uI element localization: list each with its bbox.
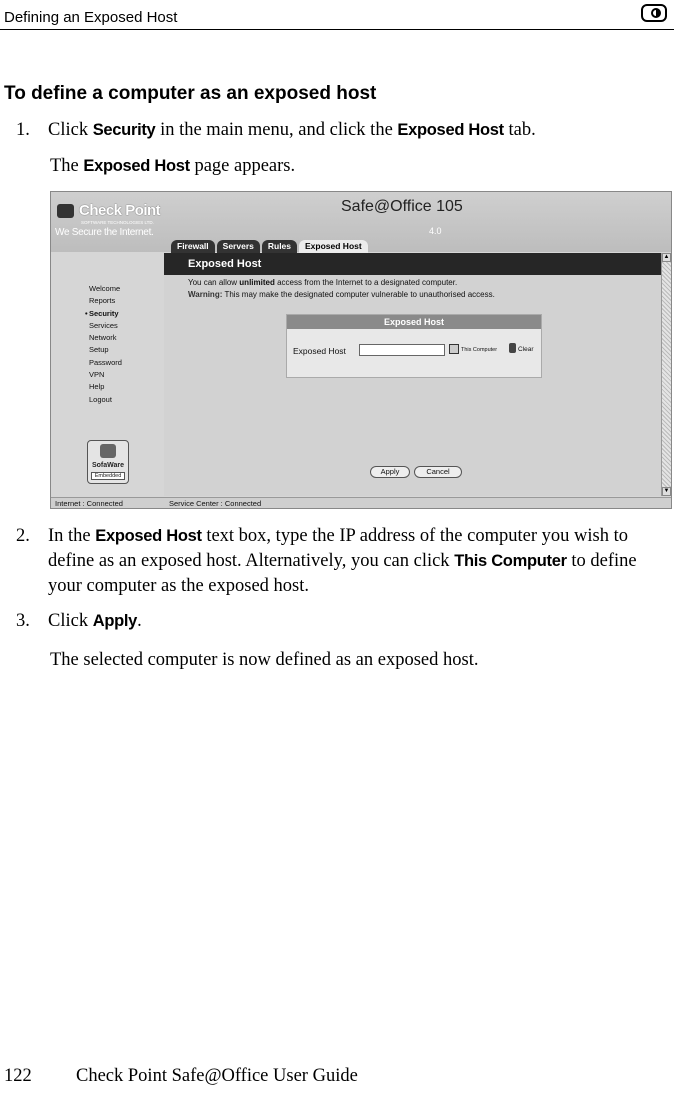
warning-text: Warning: This may make the designated computer vulnerable to unauthorised access. <box>188 290 495 299</box>
sofaware-badge <box>87 440 129 484</box>
brand-tagline: We Secure the Internet. <box>55 227 154 238</box>
step-number: 1. <box>16 120 30 140</box>
menu-item-services[interactable]: Services <box>89 320 118 330</box>
book-title: Check Point Safe@Office User Guide <box>76 1066 358 1086</box>
step-number: 2. <box>16 526 30 546</box>
status-service-center: Service Center : Connected <box>169 499 262 508</box>
trash-icon[interactable] <box>509 343 516 353</box>
note-page-appears: The Exposed Host page appears. <box>50 156 296 176</box>
ui-term: Security <box>92 121 156 139</box>
ui-term: Exposed Host <box>397 121 504 139</box>
logo-icon <box>57 204 74 218</box>
this-computer-link[interactable]: This Computer <box>461 347 498 353</box>
robot-icon <box>100 444 116 458</box>
content-area <box>164 253 661 496</box>
step-number: 3. <box>16 611 30 631</box>
ui-term: This Computer <box>454 552 567 570</box>
checkpoint-logo <box>51 192 166 252</box>
computer-icon[interactable] <box>449 344 459 354</box>
header-divider <box>0 29 674 30</box>
scrollbar[interactable] <box>661 253 671 496</box>
tab-firewall[interactable]: Firewall <box>171 240 215 253</box>
page-heading: Exposed Host <box>164 253 661 275</box>
section-heading: To define a computer as an exposed host <box>4 83 377 104</box>
menu-item-password[interactable]: Password <box>89 357 122 367</box>
description: You can allow unlimited access from the Internet to a designated computer. <box>188 278 458 287</box>
badge-sub: Embedded <box>91 472 125 480</box>
step-text: Click Security in the main menu, and click the Exposed Host tab. <box>48 120 536 140</box>
exposed-host-input[interactable] <box>359 344 445 356</box>
tab-rules[interactable]: Rules <box>262 240 297 253</box>
menu-item-setup[interactable]: Setup <box>89 345 109 355</box>
menu-item-welcome[interactable]: Welcome <box>89 284 121 293</box>
menu-item-security[interactable]: • Security <box>89 308 122 320</box>
brand-name: Check Point <box>79 202 161 219</box>
page-number: 122 <box>4 1066 32 1086</box>
menu-item-reports[interactable]: Reports <box>89 296 116 306</box>
status-bar <box>51 497 671 508</box>
status-internet: Internet : Connected <box>55 499 123 508</box>
apply-button[interactable]: Apply <box>370 466 410 478</box>
scroll-up-icon[interactable]: ▲ <box>663 254 670 260</box>
badge-name: SofaWare <box>91 462 125 469</box>
running-header-title: Defining an Exposed Host <box>4 9 178 26</box>
tab-bar <box>171 240 368 253</box>
menu-item-vpn[interactable]: VPN <box>89 370 105 380</box>
exposed-host-screenshot <box>50 191 672 509</box>
step-text: Click Apply. <box>48 611 142 631</box>
app-version: 4.0 <box>429 226 442 236</box>
clear-link[interactable]: Clear <box>518 346 534 353</box>
result-note: The selected computer is now defined as an exposed host. <box>50 650 479 670</box>
brand-sub: SOFTWARE TECHNOLOGIES LTD. <box>81 220 154 225</box>
lock-icon <box>641 4 667 22</box>
exposed-host-label: Exposed Host <box>293 346 346 356</box>
menu-item-logout[interactable]: Logout <box>89 394 112 404</box>
ui-term: Exposed Host <box>95 527 202 545</box>
tab-servers[interactable]: Servers <box>217 240 260 253</box>
panel-title: Exposed Host <box>287 315 541 329</box>
menu-item-help[interactable]: Help <box>89 382 105 392</box>
ui-term: Apply <box>92 612 138 630</box>
step-text: In the Exposed Host text box, type the IP address of the computer you wish to define as an exposed host. Alternatively, you can click This Computer to define your computer as the exposed host. <box>48 526 637 596</box>
main-menu <box>51 253 164 496</box>
tab-exposed-host[interactable]: Exposed Host <box>299 240 368 253</box>
ui-term: Exposed Host <box>83 157 190 175</box>
cancel-button[interactable]: Cancel <box>414 466 462 478</box>
menu-item-network[interactable]: Network <box>89 333 117 343</box>
scroll-down-icon[interactable]: ▼ <box>663 488 670 494</box>
exposed-host-panel <box>286 314 542 378</box>
app-title: Safe@Office 105 <box>341 198 463 215</box>
